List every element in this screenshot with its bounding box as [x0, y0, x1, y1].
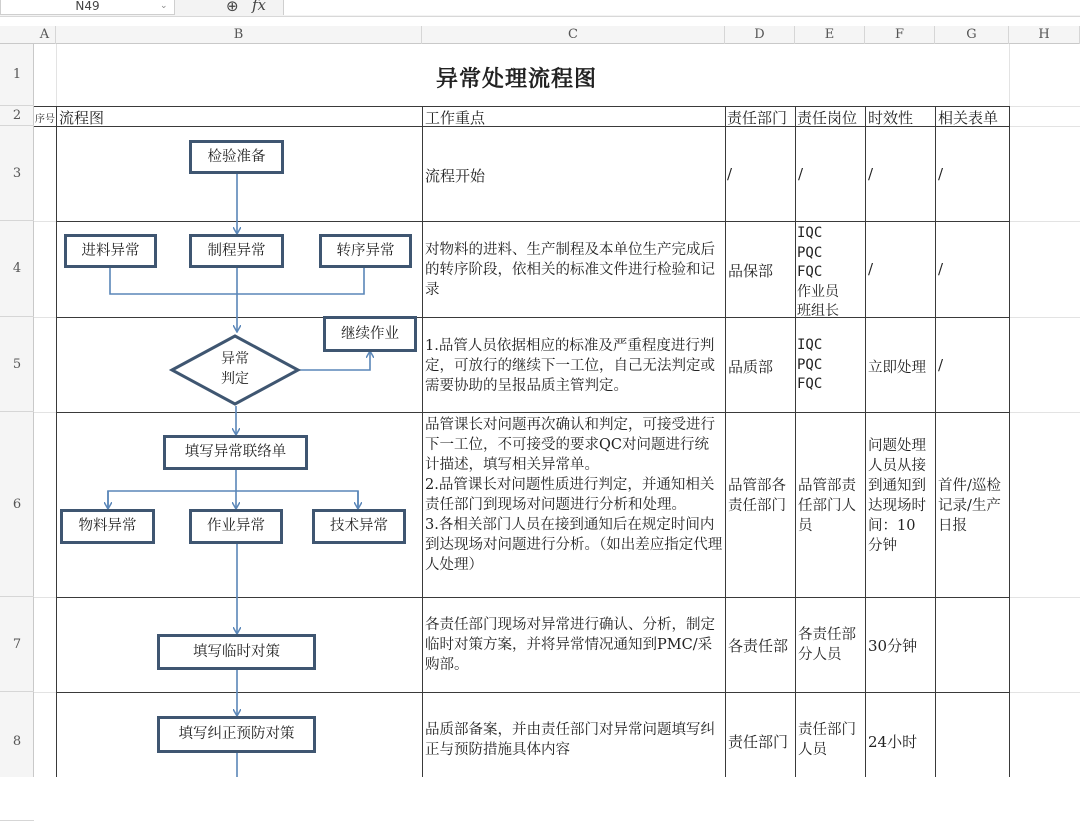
row5-post-2: PQC — [797, 356, 823, 373]
row5-forms: / — [938, 356, 944, 374]
flow-incoming-box: 进料异常 — [64, 234, 157, 268]
row5-post-3: FQC — [797, 376, 823, 392]
flow-corrective-box: 填写纠正预防对策 — [157, 716, 316, 753]
col-header-b[interactable]: B — [56, 26, 422, 44]
row3-forms: / — [938, 165, 944, 183]
row8-focus: 品质部备案，并由责任部门对异常问题填写纠正与预防措施具体内容 — [425, 722, 715, 758]
header-seq: 序号 — [35, 114, 55, 125]
col-header-e[interactable]: E — [795, 26, 865, 44]
row-header-4[interactable]: 4 — [0, 221, 34, 317]
row3-focus: 流程开始 — [425, 167, 486, 185]
flow-decision-label: 异常 判定 — [221, 351, 249, 387]
connector-decision-continue — [298, 352, 370, 370]
row3-dept: / — [727, 165, 733, 183]
row4-post-3: FQC — [797, 264, 823, 280]
row-header-5[interactable]: 5 — [0, 317, 34, 412]
row8-time: 24小时 — [868, 733, 918, 751]
name-box[interactable]: N49 — [0, 0, 175, 15]
flow-material-box: 物料异常 — [60, 509, 155, 544]
flow-technical-box: 技术异常 — [312, 509, 406, 544]
flow-continue-box: 继续作业 — [323, 316, 417, 352]
row-header-8[interactable]: 8 — [0, 692, 34, 821]
connector-branch — [108, 491, 358, 508]
col-header-g[interactable]: G — [935, 26, 1009, 44]
col-header-d[interactable]: D — [725, 26, 795, 44]
col-header-a[interactable]: A — [34, 26, 56, 44]
header-forms: 相关表单 — [938, 109, 999, 127]
header-flow: 流程图 — [59, 109, 105, 127]
row4-time: / — [868, 260, 874, 278]
row7-post: 各责任部分人员 — [798, 627, 856, 663]
flow-start-box: 检验准备 — [189, 140, 284, 174]
row5-time: 立即处理 — [868, 360, 926, 376]
row6-dept: 品管部各责任部门 — [728, 478, 786, 514]
row5-post-1: IQC — [797, 337, 823, 353]
row6-focus-2: 2.品管课长对问题性质进行判定，并通知相关责任部门到现场对问题进行分析和处理。 — [425, 477, 715, 513]
header-dept: 责任部门 — [727, 109, 788, 127]
chevron-down-icon[interactable]: ⌄ — [160, 1, 168, 11]
col-header-c[interactable]: C — [422, 26, 725, 44]
row-header-7[interactable]: 7 — [0, 597, 34, 692]
flow-temp-measure-box: 填写临时对策 — [157, 634, 316, 670]
row3-time: / — [868, 165, 874, 183]
flow-process-box: 制程异常 — [189, 234, 284, 268]
row-header-1[interactable]: 1 — [0, 44, 34, 106]
row8-post: 责任部门人员 — [798, 722, 856, 758]
row7-dept: 各责任部 — [728, 637, 789, 655]
row7-focus: 各责任部门现场对异常进行确认、分析，制定临时对策方案，并将异常情况通知到PMC/采购部。 — [425, 617, 715, 673]
col-header-f[interactable]: F — [865, 26, 935, 44]
header-time: 时效性 — [868, 109, 914, 127]
row-header-6[interactable]: 6 — [0, 412, 34, 597]
sheet-title: 异常处理流程图 — [436, 66, 598, 92]
row3-post: / — [798, 165, 804, 183]
row8-dept: 责任部门 — [728, 733, 789, 751]
flow-fill-form-box: 填写异常联络单 — [163, 435, 308, 470]
row7-time: 30分钟 — [868, 637, 918, 655]
row4-focus: 对物料的进料、生产制程及本单位生产完成后的转序阶段，依相关的标准文件进行检验和记录 — [425, 242, 715, 298]
row-header-2[interactable]: 2 — [0, 106, 34, 126]
row6-time: 问题处理人员从接到通知到达现场时间：10分钟 — [868, 438, 926, 554]
flow-transfer-box: 转序异常 — [319, 234, 412, 268]
row4-dept: 品保部 — [728, 262, 774, 280]
row-header-3[interactable]: 3 — [0, 126, 34, 221]
row4-post-5: 班组长 — [797, 303, 839, 316]
flow-operation-box: 作业异常 — [189, 509, 283, 544]
row6-focus-3: 3.各相关部门人员在接到通知后在规定时间内到达现场对问题进行分析。（如出差应指定代理人处理） — [425, 517, 723, 573]
row6-forms: 首件/巡检记录/生产日报 — [938, 478, 1001, 534]
zoom-search-icon[interactable]: ⊕ — [226, 0, 239, 15]
row5-focus: 1.品管人员依据相应的标准及严重程度进行判定，可放行的继续下一工位，自己无法判定或需要协助的呈报品质主管判定。 — [425, 338, 715, 394]
row4-post-1: IQC — [797, 225, 823, 241]
row6-post: 品管部责任部门人员 — [798, 478, 856, 534]
header-post: 责任岗位 — [797, 109, 858, 127]
row6-focus-1: 品管课长对问题再次确认和判定，可接受进行下一工位，不可接受的要求QC对问题进行统计描述，填写相关异常单。 — [425, 417, 715, 473]
row4-forms: / — [938, 260, 944, 278]
row4-post-2: PQC — [797, 244, 823, 261]
fx-icon[interactable]: fx — [252, 0, 267, 14]
row5-dept: 品质部 — [728, 358, 774, 376]
row4-post-4: 作业员 — [797, 283, 839, 300]
col-header-h[interactable]: H — [1009, 26, 1080, 44]
header-focus: 工作重点 — [425, 109, 486, 127]
